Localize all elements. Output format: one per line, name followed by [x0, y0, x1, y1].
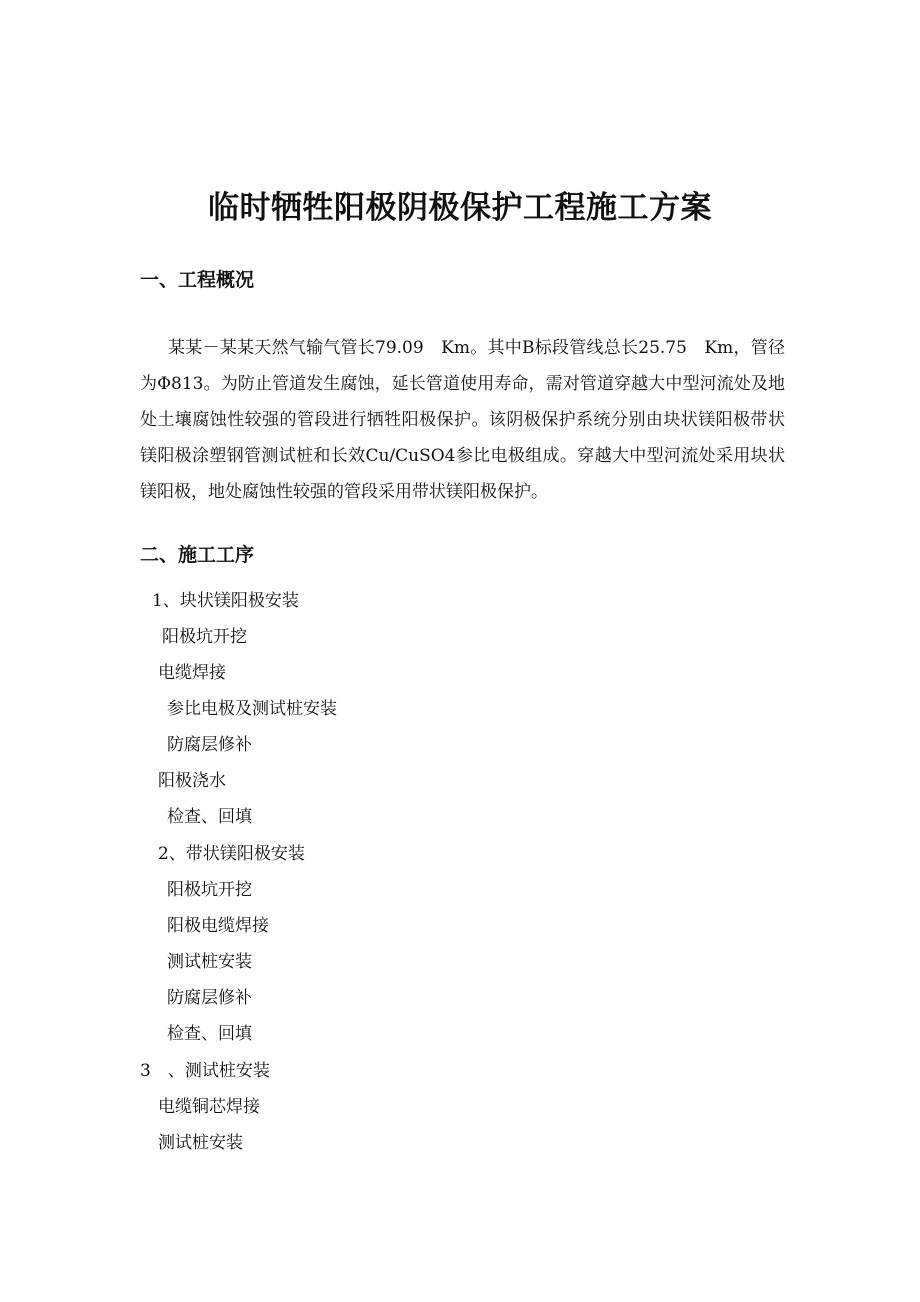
procedure-item: 参比电极及测试桩安装	[167, 699, 337, 719]
procedure-item: 阳极电缆焊接	[167, 916, 269, 936]
procedure-item: 检查、回填	[167, 1024, 252, 1044]
procedure-item: 阳极浇水	[158, 771, 226, 791]
section-heading-overview: 一、工程概况	[140, 269, 255, 291]
procedure-item: 测试桩安装	[158, 1133, 243, 1153]
procedure-item: 阳极坑开挖	[162, 627, 247, 647]
overview-paragraph: 某某－某某天然气输气管长79.09 Km。其中B标段管线总长25.75 Km，管径为Φ813。为防止管道发生腐蚀，延长管道使用寿命，需对管道穿越大中型河流处及地处土壤腐蚀性较强的管段进行牺牲阳极保护。该阴极保护系统分别由块状镁阳极带状镁阳极涂塑钢管测试桩和长效Cu/CuSO4参比电极组成。穿越大中型河流处采用块状镁阳极，地处腐蚀性较强的管段采用带状镁阳极保护。	[140, 338, 785, 502]
document-title: 临时牺牲阳极阴极保护工程施工方案	[208, 190, 712, 226]
procedure-item: 3 、测试桩安装	[140, 1061, 270, 1081]
procedure-item: 防腐层修补	[167, 735, 252, 755]
procedure-item: 检查、回填	[167, 807, 252, 827]
procedure-item: 1、块状镁阳极安装	[152, 591, 299, 611]
procedure-item: 2、带状镁阳极安装	[158, 844, 305, 864]
procedure-item: 防腐层修补	[167, 988, 252, 1008]
procedure-item: 阳极坑开挖	[167, 880, 252, 900]
section-heading-procedure: 二、施工工序	[140, 544, 255, 566]
procedure-item: 电缆焊接	[158, 663, 226, 683]
procedure-item: 测试桩安装	[167, 952, 252, 972]
procedure-item: 电缆铜芯焊接	[158, 1097, 260, 1117]
